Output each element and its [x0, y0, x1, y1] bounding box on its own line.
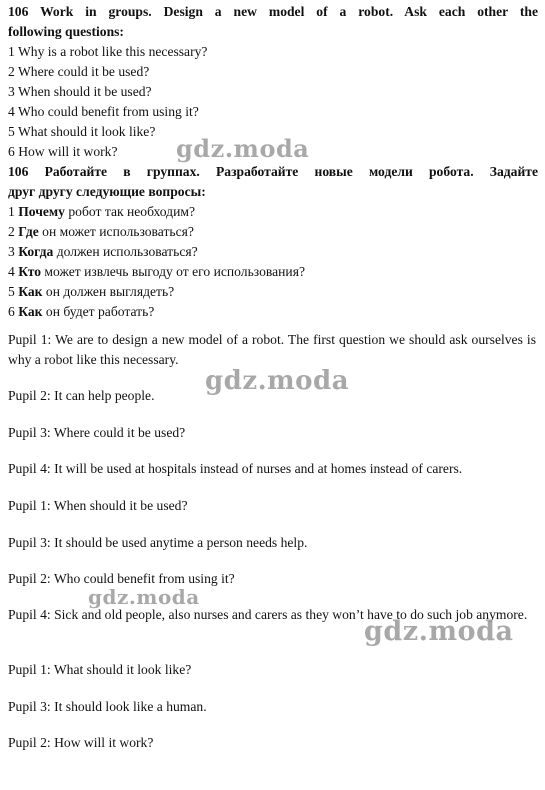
question-ru-6: 6 Как он будет работать? — [8, 304, 155, 319]
dialogue-line-2: Pupil 2: It can help people. — [8, 388, 155, 403]
question-en-2: 2 Where could it be used? — [8, 64, 150, 79]
watermark-1: gdz.moda — [176, 134, 310, 163]
question-en-1: 1 Why is a robot like this necessary? — [8, 44, 208, 59]
question-en-3: 3 When should it be used? — [8, 84, 152, 99]
question-en-5: 5 What should it look like? — [8, 124, 156, 139]
watermark-4: gdz.moda — [364, 616, 514, 647]
dialogue-line-8: Pupil 4: Sick and old people, also nurses and carers as they won’t have to do such job anymore. — [8, 607, 528, 622]
watermark-3: gdz.moda — [88, 585, 200, 609]
exercise-ru-header-line1: 106 Работайте в группах. Разработайте новые модели робота. Задайте — [8, 164, 538, 179]
exercise-en-header-line2: following questions: — [8, 24, 124, 39]
dialogue-line-4: Pupil 4: It will be used at hospitals instead of nurses and at homes instead of carers. — [8, 461, 463, 476]
dialogue-line-3: Pupil 3: Where could it be used? — [8, 425, 186, 440]
dialogue-line-10: Pupil 3: It should look like a human. — [8, 699, 207, 714]
exercise-ru-header-line2: друг другу следующие вопросы: — [8, 184, 206, 199]
question-en-4: 4 Who could benefit from using it? — [8, 104, 199, 119]
dialogue-line-7: Pupil 2: Who could benefit from using it? — [8, 571, 235, 586]
exercise-en-header-line1: 106 Work in groups. Design a new model of a robot. Ask each other the — [8, 4, 538, 19]
question-ru-5: 5 Как он должен выглядеть? — [8, 284, 175, 299]
question-ru-1: 1 Почему робот так необходим? — [8, 204, 196, 219]
dialogue-line-11: Pupil 2: How will it work? — [8, 735, 154, 750]
dialogue-line-5: Pupil 1: When should it be used? — [8, 498, 188, 513]
question-ru-2: 2 Где он может использоваться? — [8, 224, 194, 239]
question-ru-3: 3 Когда должен использоваться? — [8, 244, 198, 259]
dialogue-line-9: Pupil 1: What should it look like? — [8, 662, 192, 677]
dialogue-line-1: Pupil 1: We are to design a new model of a robot. The first question we should ask ourselves is why a robot like this necessary. — [8, 332, 536, 367]
question-en-6: 6 How will it work? — [8, 144, 118, 159]
watermark-2: gdz.moda — [205, 366, 350, 396]
question-ru-4: 4 Кто может извлечь выгоду от его использования? — [8, 264, 305, 279]
dialogue-line-6: Pupil 3: It should be used anytime a person needs help. — [8, 535, 308, 550]
